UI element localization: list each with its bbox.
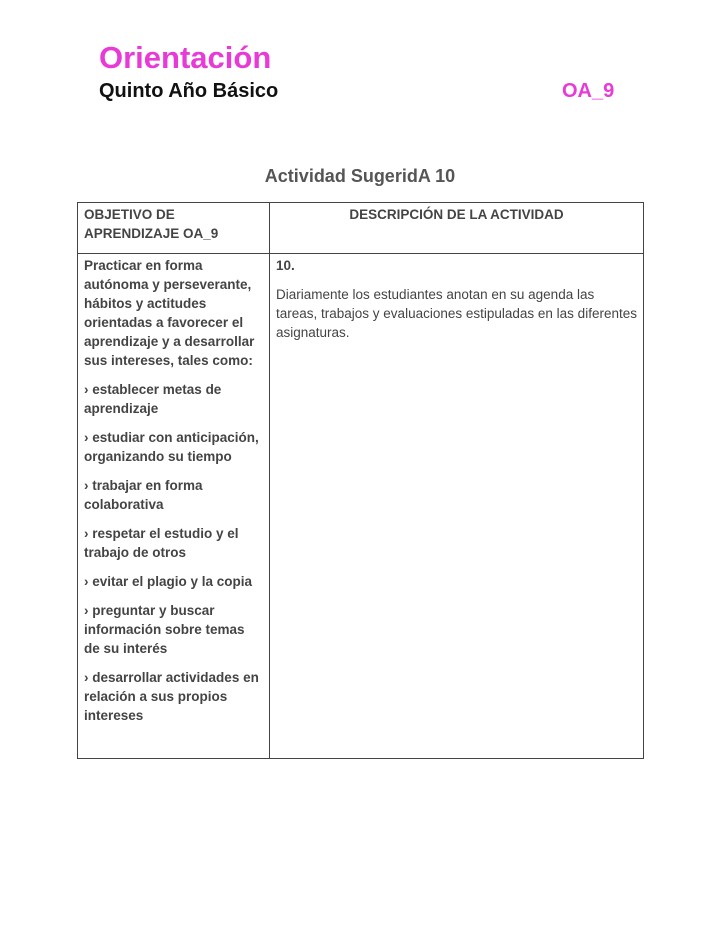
subject-title: Orientación (99, 40, 272, 75)
activity-title: Actividad SugeridA 10 (264, 166, 456, 186)
objective-item: › estudiar con anticipación, organizando su tiempo (84, 430, 259, 464)
objective-cell (78, 254, 270, 759)
objective-item: › trabajar en forma colaborativa (84, 478, 203, 512)
activity-table (77, 202, 644, 759)
description-cell (270, 254, 644, 759)
activity-number: 10. (276, 258, 295, 273)
activity-description: Diariamente los estudiantes anotan en su agenda las tareas, trabajos y evaluaciones estipuladas en las diferentes asignaturas. (276, 287, 637, 340)
objective-item: › evitar el plagio y la copia (84, 574, 253, 589)
objective-item: › respetar el estudio y el trabajo de otros (84, 526, 239, 560)
objective-code: OA_9 (562, 80, 615, 102)
table-header-row (78, 203, 644, 254)
header-objective: OBJETIVO DE APRENDIZAJE OA_9 (78, 203, 270, 254)
table-row (78, 254, 644, 759)
objective-item: › preguntar y buscar información sobre temas de su interés (84, 603, 245, 656)
header-description: DESCRIPCIÓN DE LA ACTIVIDAD (270, 203, 644, 254)
objective-intro: Practicar en forma autónoma y perseverante, hábitos y actitudes orientadas a favorecer el aprendizaje y a desarrollar sus intereses, tales como: (84, 258, 255, 368)
grade-subtitle: Quinto Año Básico (99, 80, 279, 102)
objective-item: › desarrollar actividades en relación a sus propios intereses (84, 670, 259, 723)
objective-item: › establecer metas de aprendizaje (84, 382, 222, 416)
